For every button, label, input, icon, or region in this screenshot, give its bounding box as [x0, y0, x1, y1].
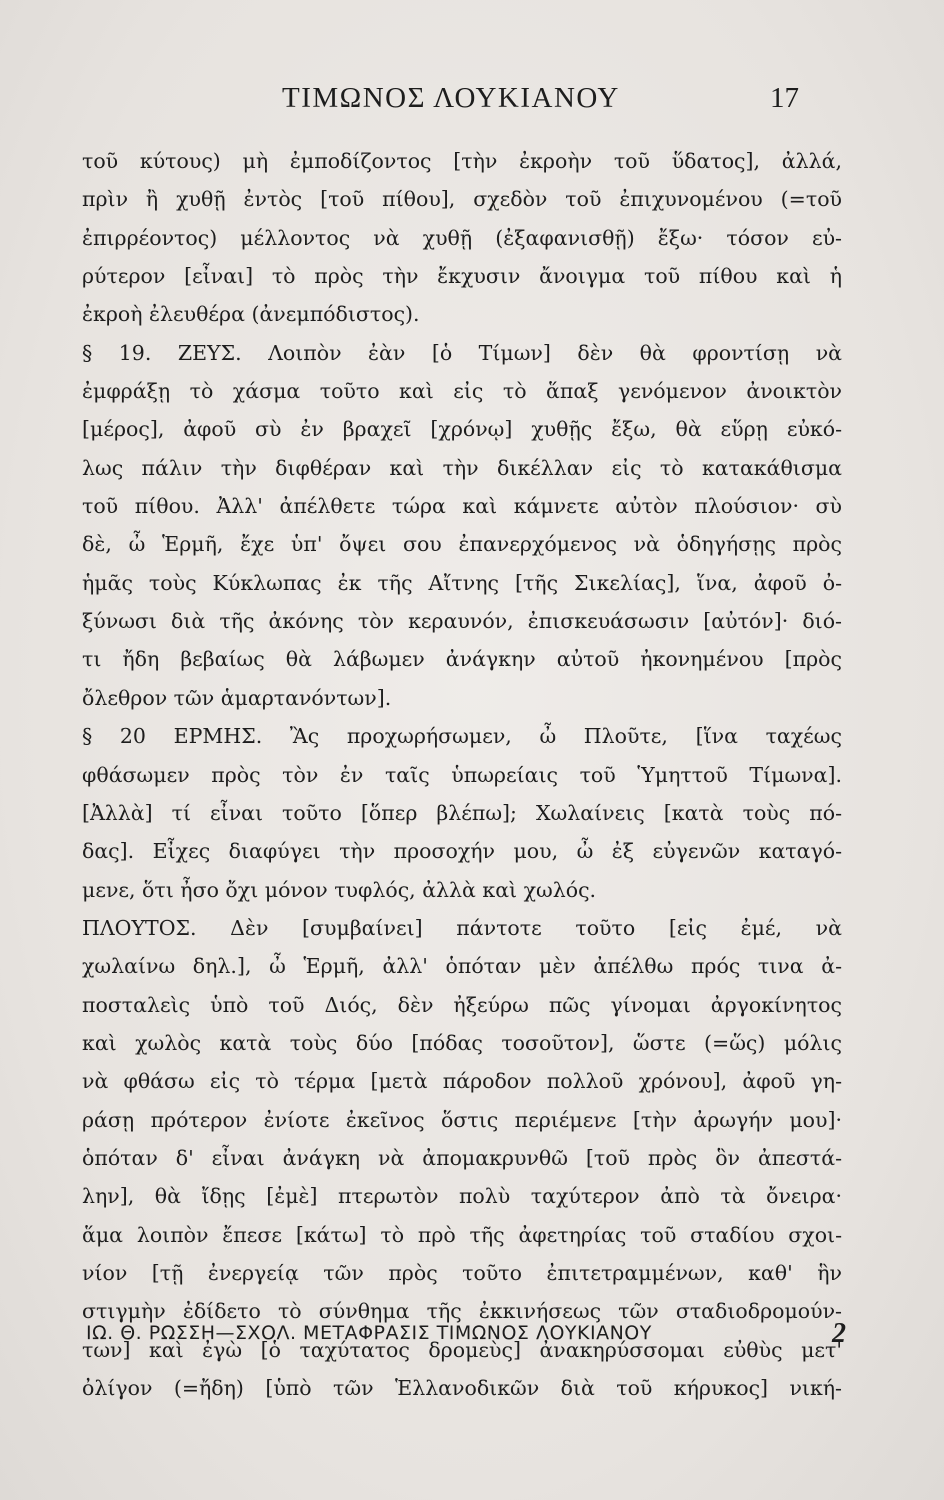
- text-line: τοῦ πίθου. Ἀλλ' ἀπέλθετε τώρα καὶ κάμνετε αὐτὸν πλούσιον· σὺ: [82, 494, 842, 519]
- text-line: λην], θὰ ἴδῃς [ἐμὲ] πτερωτὸν πολὺ ταχύτερον ἀπὸ τὰ ὄνειρα·: [82, 1184, 842, 1209]
- text-line: ἐκροὴ ἐλευθέρα (ἀνεμπόδιστος).: [82, 302, 420, 327]
- footer-imprint: ΙΩ. Θ. ΡΩΣΣΗ—ΣΧΟΛ. ΜΕΤΑΦΡΑΣΙΣ ΤΙΜΩΝΟΣ ΛΟΥΚΙΑΝΟΥ: [86, 1322, 652, 1344]
- text-line: χωλαίνω δηλ.], ὦ Ἑρμῆ, ἀλλ' ὁπόταν μὲν ἀπέλθω πρός τινα ἀ-: [82, 954, 842, 979]
- text-line: πρὶν ἢ χυθῇ ἐντὸς [τοῦ πίθου], σχεδὸν τοῦ ἐπιχυνομένου (=τοῦ: [82, 187, 842, 212]
- text-line: [μέρος], ἀφοῦ σὺ ἐν βραχεῖ [χρόνῳ] χυθῇς ἔξω, θὰ εὕρῃ εὐκό-: [82, 417, 842, 442]
- text-line: των] καὶ ἐγὼ [ὁ ταχύτατος δρομεὺς] ἀνακηρύσσομαι εὐθὺς μετ': [82, 1337, 842, 1362]
- text-line: νίον [τῇ ἐνεργείᾳ τῶν πρὸς τοῦτο ἐπιτετραμμένων, καθ' ἣν: [82, 1260, 842, 1285]
- signature-mark: 2: [832, 1318, 846, 1349]
- text-line: τοῦ κύτους) μὴ ἐμποδίζοντος [τὴν ἐκροὴν τοῦ ὕδατος], ἀλλά,: [82, 149, 842, 173]
- text-line: ξύνωσι διὰ τῆς ἀκόνης τὸν κεραυνόν, ἐπισκευάσωσιν [αὐτόν]· διό-: [82, 609, 842, 634]
- text-line: § 20 ΕΡΜΗΣ. Ἂς προχωρήσωμεν, ὦ Πλοῦτε, [ἵνα ταχέως: [82, 724, 842, 749]
- text-line: ὀλίγον (=ἤδη) [ὑπὸ τῶν Ἑλλανοδικῶν διὰ τοῦ κήρυκος] νική-: [82, 1376, 842, 1400]
- text-line: [Ἀλλὰ] τί εἶναι τοῦτο [ὅπερ βλέπω]; Χωλαίνεις [κατὰ τοὺς πό-: [82, 800, 842, 825]
- text-line: στιγμὴν ἐδίδετο τὸ σύνθημα τῆς ἐκκινήσεως τῶν σταδιοδρομούν-: [82, 1299, 842, 1324]
- body-text: [82, 142, 842, 1407]
- text-line: ράσῃ πρότερον ἐνίοτε ἐκεῖνος ὅστις περιέμενε [τὴν ἀρωγήν μου]·: [82, 1107, 842, 1132]
- text-line: ἐπιρρέοντος) μέλλοντος νὰ χυθῇ (ἐξαφανισθῇ) ἔξω· τόσον εὐ-: [82, 225, 842, 250]
- text-line: λως πάλιν τὴν διφθέραν καὶ τὴν δικέλλαν εἰς τὸ κατακάθισμα: [82, 455, 842, 480]
- text-line: δας]. Εἶχες διαφύγει τὴν προσοχήν μου, ὦ ἐξ εὐγενῶν καταγό-: [82, 839, 842, 864]
- text-line: μενε, ὅτι ἦσο ὄχι μόνον τυφλός, ἀλλὰ καὶ χωλός.: [82, 877, 597, 902]
- running-head: [0, 82, 944, 122]
- text-line: ὁπόταν δ' εἶναι ἀνάγκη νὰ ἀπομακρυνθῶ [τοῦ πρὸς ὃν ἀπεστά-: [82, 1145, 842, 1170]
- text-line: ἅμα λοιπὸν ἔπεσε [κάτω] τὸ πρὸ τῆς ἀφετηρίας τοῦ σταδίου σχοι-: [82, 1222, 842, 1247]
- text-line: καὶ χωλὸς κατὰ τοὺς δύο [πόδας τοσοῦτον], ὥστε (=ὥς) μόλις: [82, 1030, 842, 1055]
- text-line: ΠΛΟΥΤΟΣ. Δὲν [συμβαίνει] πάντοτε τοῦτο [εἰς ἐμέ, νὰ: [82, 915, 842, 940]
- text-line: ρύτερον [εἶναι] τὸ πρὸς τὴν ἔκχυσιν ἄνοιγμα τοῦ πίθου καὶ ἡ: [82, 264, 842, 289]
- running-title: ΤΙΜΩΝΟΣ ΛΟΥΚΙΑΝΟΥ: [282, 82, 620, 114]
- text-line: ἡμᾶς τοὺς Κύκλωπας ἐκ τῆς Αἴτνης [τῆς Σικελίας], ἵνα, ἀφοῦ ὀ-: [82, 570, 842, 595]
- text-line: φθάσωμεν πρὸς τὸν ἐν ταῖς ὑπωρείαις τοῦ Ὑμηττοῦ Τίμωνα].: [82, 762, 842, 787]
- text-line: νὰ φθάσω εἰς τὸ τέρμα [μετὰ πάροδον πολλοῦ χρόνου], ἀφοῦ γη-: [82, 1069, 842, 1094]
- text-line: ποσταλεὶς ὑπὸ τοῦ Διός, δὲν ἠξεύρω πῶς γίνομαι ἀργοκίνητος: [82, 992, 842, 1017]
- text-line: δὲ, ὦ Ἑρμῆ, ἔχε ὑπ' ὄψει σου ἐπανερχόμενος νὰ ὁδηγήσῃς πρὸς: [82, 532, 842, 557]
- page-number: 17: [770, 82, 799, 114]
- page-footer: [86, 1318, 846, 1362]
- text-line: § 19. ΖΕΥΣ. Λοιπὸν ἐὰν [ὁ Τίμων] δὲν θὰ φροντίσῃ νὰ: [82, 340, 842, 365]
- text-line: τι ἤδη βεβαίως θὰ λάβωμεν ἀνάγκην αὐτοῦ ἠκονημένου [πρὸς: [82, 647, 842, 672]
- text-line: ὄλεθρον τῶν ἁμαρτανόντων].: [82, 685, 392, 710]
- text-line: ἐμφράξῃ τὸ χάσμα τοῦτο καὶ εἰς τὸ ἅπαξ γενόμενον ἀνοικτὸν: [82, 379, 842, 404]
